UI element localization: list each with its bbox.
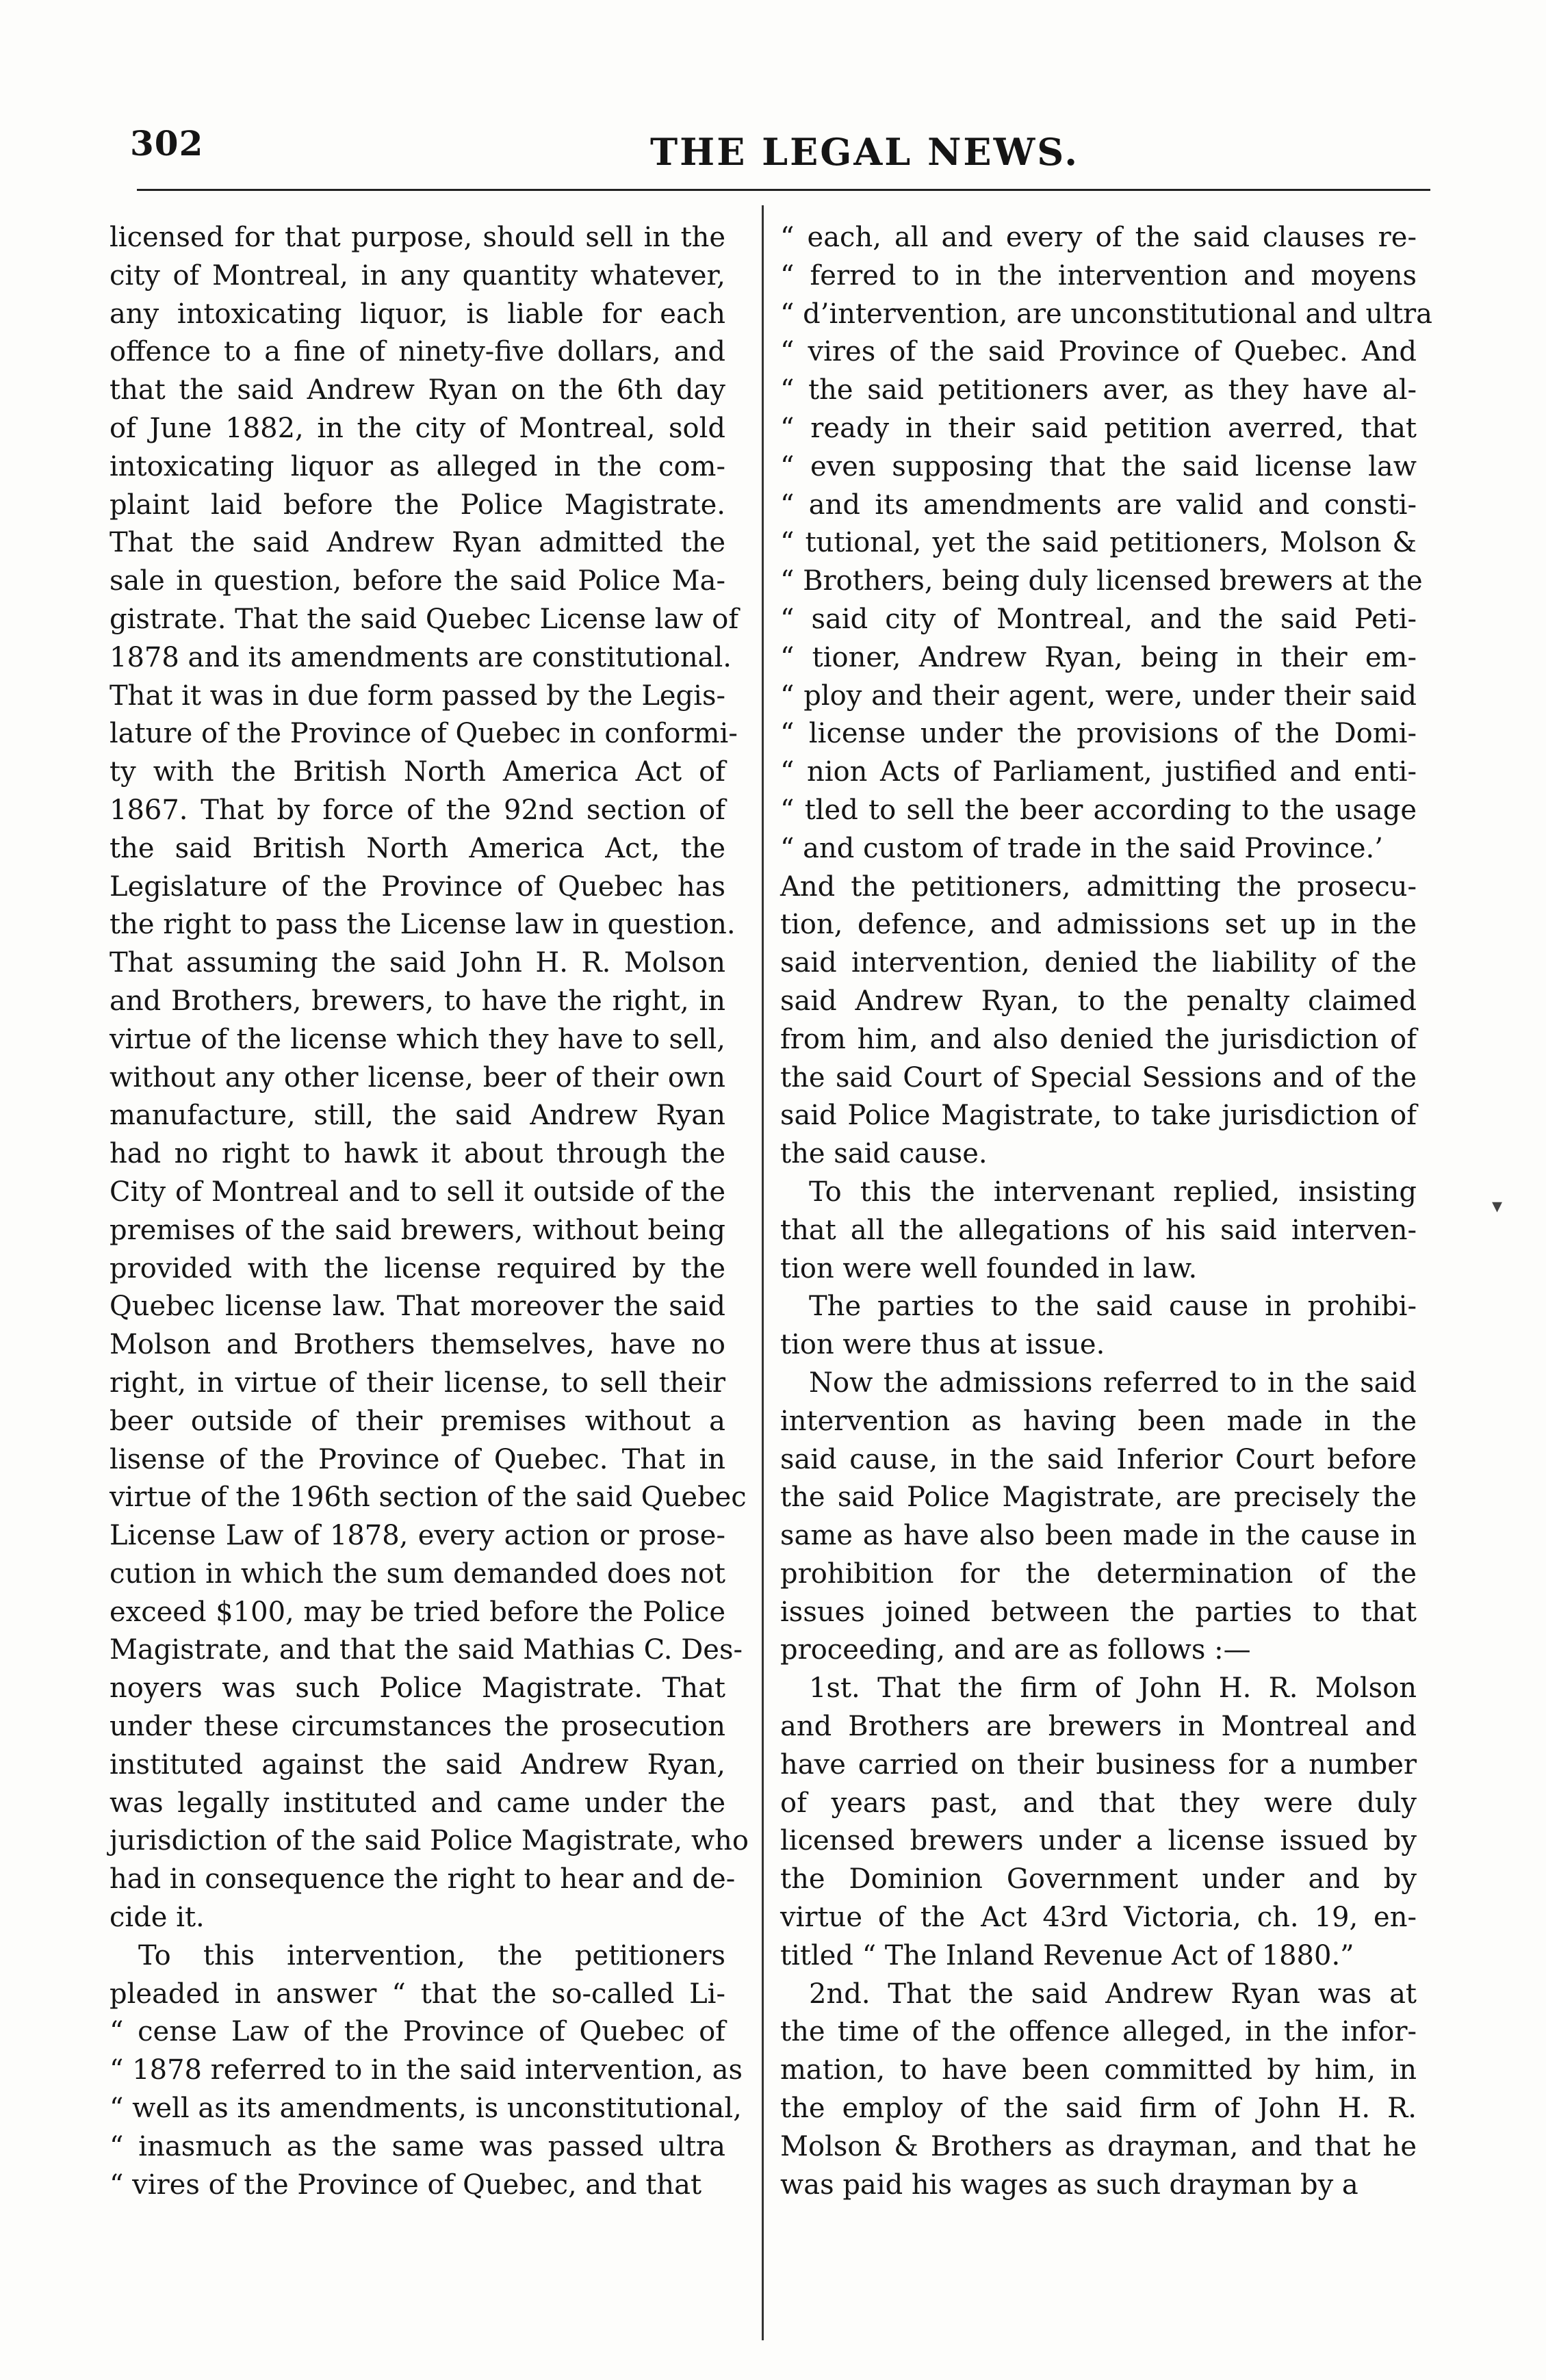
text-line: “ Brothers, being duly licensed brewers at the bbox=[780, 565, 1423, 597]
text-line: “ said city of Montreal, and the said Peti- bbox=[780, 603, 1417, 635]
text-line: tion were well founded in law. bbox=[780, 1252, 1198, 1284]
text-line: provided with the license required by the bbox=[109, 1252, 725, 1284]
margin-mark: ▾ bbox=[1492, 1194, 1503, 1218]
text-line: virtue of the 196th section of the said Quebec bbox=[109, 1482, 747, 1514]
text-line: the said cause. bbox=[780, 1138, 988, 1170]
text-line: “ tutional, yet the said petitioners, Molson & bbox=[780, 527, 1417, 559]
text-line: cide it. bbox=[109, 1902, 205, 1934]
text-line: any intoxicating liquor, is liable for each bbox=[109, 298, 725, 330]
text-line: that all the allegations of his said interven- bbox=[780, 1214, 1417, 1246]
text-line: exceed $100, may be tried before the Police bbox=[109, 1596, 725, 1628]
text-line: virtue of the license which they have to sell, bbox=[109, 1023, 725, 1055]
text-line: plaint laid before the Police Magistrate. bbox=[109, 489, 725, 521]
text-line: lature of the Province of Quebec in conformi- bbox=[109, 718, 738, 750]
text-line: prohibition for the determination of the bbox=[780, 1557, 1417, 1590]
text-line: beer outside of their premises without a bbox=[109, 1405, 725, 1437]
text-line: “ d’intervention, are unconstitutional and ultra bbox=[780, 298, 1433, 330]
text-line: under these circumstances the prosecution bbox=[109, 1711, 725, 1743]
text-line: premises of the said brewers, without being bbox=[109, 1214, 725, 1246]
text-line: Now the admissions referred to in the said bbox=[809, 1367, 1417, 1399]
text-line: License Law of 1878, every action or prose- bbox=[109, 1520, 725, 1552]
text-line: and Brothers, brewers, to have the right, in bbox=[109, 985, 725, 1017]
text-line: “ vires of the said Province of Quebec. And bbox=[780, 336, 1417, 368]
right-column bbox=[780, 219, 1433, 2204]
text-line: have carried on their business for a number bbox=[780, 1748, 1417, 1781]
text-line: 2nd. That the said Andrew Ryan was at bbox=[809, 1978, 1417, 2010]
text-line: had in consequence the right to hear and de- bbox=[109, 1863, 736, 1896]
text-line: Legislature of the Province of Quebec has bbox=[109, 870, 725, 903]
left-column bbox=[109, 219, 749, 2204]
text-line: “ tioner, Andrew Ryan, being in their em- bbox=[780, 641, 1417, 673]
text-line: licensed for that purpose, should sell in the bbox=[109, 222, 725, 253]
text-line: To this intervention, the petitioners bbox=[138, 1939, 725, 1971]
text-line: To this the intervenant replied, insisting bbox=[809, 1176, 1417, 1208]
text-line: said cause, in the said Inferior Court before bbox=[780, 1443, 1417, 1475]
text-line: was paid his wages as such drayman by a bbox=[780, 2169, 1358, 2201]
text-line: City of Montreal and to sell it outside of the bbox=[109, 1176, 725, 1208]
text-line: noyers was such Police Magistrate. That bbox=[109, 1672, 725, 1705]
text-line: “ ready in their said petition averred, that bbox=[780, 412, 1417, 444]
text-line: jurisdiction of the said Police Magistrate, who bbox=[109, 1825, 749, 1857]
text-line: intoxicating liquor as alleged in the com- bbox=[109, 450, 725, 482]
text-line: said intervention, denied the liability of the bbox=[780, 947, 1417, 979]
text-line: “ inasmuch as the same was passed ultra bbox=[109, 2130, 725, 2162]
text-line: mation, to have been committed by him, in bbox=[780, 2054, 1417, 2086]
text-line: said Andrew Ryan, to the penalty claimed bbox=[780, 985, 1417, 1017]
text-line: Magistrate, and that the said Mathias C. Des- bbox=[109, 1634, 743, 1666]
text-line: the said Court of Special Sessions and of the bbox=[780, 1061, 1417, 1094]
text-line: right, in virtue of their license, to sell their bbox=[109, 1367, 725, 1399]
text-line: “ nion Acts of Parliament, justified and enti- bbox=[780, 756, 1417, 788]
text-line: gistrate. That the said Quebec License law of bbox=[109, 603, 739, 635]
text-line: Molson & Brothers as drayman, and that he bbox=[780, 2130, 1417, 2162]
text-line: And the petitioners, admitting the prosecu- bbox=[780, 870, 1417, 903]
text-line: “ the said petitioners aver, as they have al- bbox=[780, 374, 1417, 406]
text-line: proceeding, and are as follows :— bbox=[780, 1634, 1251, 1666]
running-title: THE LEGAL NEWS. bbox=[650, 130, 1080, 174]
text-line: That assuming the said John H. R. Molson bbox=[109, 947, 725, 979]
page-header bbox=[130, 116, 1430, 178]
page-number: 302 bbox=[130, 123, 204, 164]
text-line: the right to pass the License law in question. bbox=[109, 909, 736, 941]
text-line: “ and custom of trade in the said Province.’ bbox=[780, 832, 1383, 864]
text-line: the time of the offence alleged, in the infor- bbox=[780, 2016, 1417, 2048]
text-line: from him, and also denied the jurisdiction of bbox=[780, 1023, 1417, 1055]
text-line: That the said Andrew Ryan admitted the bbox=[109, 527, 725, 559]
text-line: “ well as its amendments, is unconstitutional, bbox=[109, 2093, 742, 2125]
text-line: without any other license, beer of their own bbox=[109, 1061, 725, 1094]
text-line: cution in which the sum demanded does not bbox=[109, 1557, 725, 1590]
text-line: “ cense Law of the Province of Quebec of bbox=[109, 2016, 725, 2048]
text-line: the said Police Magistrate, are precisely the bbox=[780, 1482, 1417, 1514]
text-line: 1878 and its amendments are constitutional. bbox=[109, 641, 732, 673]
text-line: tion were thus at issue. bbox=[780, 1329, 1105, 1361]
text-line: “ tled to sell the beer according to the usage bbox=[780, 794, 1417, 826]
text-line: Quebec license law. That moreover the said bbox=[109, 1291, 725, 1323]
text-line: “ ploy and their agent, were, under their said bbox=[780, 680, 1417, 712]
text-line: that the said Andrew Ryan on the 6th day bbox=[109, 374, 725, 406]
text-line: Molson and Brothers themselves, have no bbox=[109, 1329, 725, 1361]
column-divider bbox=[762, 205, 764, 2340]
text-line: titled “ The Inland Revenue Act of 1880.” bbox=[780, 1939, 1354, 1971]
text-line: “ license under the provisions of the Domi- bbox=[780, 718, 1417, 750]
text-line: the said British North America Act, the bbox=[109, 832, 725, 864]
text-line: virtue of the Act 43rd Victoria, ch. 19, en- bbox=[780, 1902, 1417, 1934]
text-line: manufacture, still, the said Andrew Ryan bbox=[109, 1100, 725, 1132]
text-line: city of Montreal, in any quantity whatever, bbox=[109, 259, 725, 292]
text-line: “ and its amendments are valid and consti- bbox=[780, 489, 1417, 521]
text-line: intervention as having been made in the bbox=[780, 1405, 1417, 1437]
text-line: tion, defence, and admissions set up in the bbox=[780, 909, 1417, 941]
text-line: and Brothers are brewers in Montreal and bbox=[780, 1711, 1417, 1743]
text-line: “ each, all and every of the said clauses re- bbox=[780, 222, 1417, 253]
text-line: was legally instituted and came under the bbox=[109, 1787, 725, 1819]
text-line: instituted against the said Andrew Ryan, bbox=[109, 1748, 725, 1781]
text-line: ty with the British North America Act of bbox=[109, 756, 725, 788]
text-line: 1st. That the firm of John H. R. Molson bbox=[809, 1672, 1417, 1705]
text-line: said Police Magistrate, to take jurisdiction of bbox=[780, 1100, 1417, 1132]
text-line: pleaded in answer “ that the so-called Li- bbox=[109, 1978, 725, 2010]
text-line: The parties to the said cause in prohibi- bbox=[809, 1291, 1417, 1323]
text-line: 1867. That by force of the 92nd section of bbox=[109, 794, 725, 826]
text-line: That it was in due form passed by the Legis- bbox=[109, 680, 725, 712]
text-line: of years past, and that they were duly bbox=[780, 1787, 1417, 1819]
text-line: “ vires of the Province of Quebec, and that bbox=[109, 2169, 702, 2201]
text-line: same as have also been made in the cause in bbox=[780, 1520, 1417, 1552]
text-line: lisense of the Province of Quebec. That in bbox=[109, 1443, 725, 1475]
text-line: the Dominion Government under and by bbox=[780, 1863, 1417, 1896]
text-line: “ even supposing that the said license law bbox=[780, 450, 1417, 482]
text-line: the employ of the said firm of John H. R. bbox=[780, 2093, 1417, 2125]
text-line: “ 1878 referred to in the said intervention, as bbox=[109, 2054, 743, 2086]
text-line: had no right to hawk it about through the bbox=[109, 1138, 725, 1170]
text-line: “ ferred to in the intervention and moyens bbox=[780, 259, 1417, 292]
text-line: issues joined between the parties to that bbox=[780, 1596, 1417, 1628]
text-line: licensed brewers under a license issued by bbox=[780, 1825, 1417, 1857]
header-rule bbox=[137, 189, 1430, 191]
text-line: of June 1882, in the city of Montreal, sold bbox=[109, 412, 725, 444]
text-line: offence to a fine of ninety-five dollars, and bbox=[109, 336, 725, 368]
text-line: sale in question, before the said Police Ma- bbox=[109, 565, 725, 597]
